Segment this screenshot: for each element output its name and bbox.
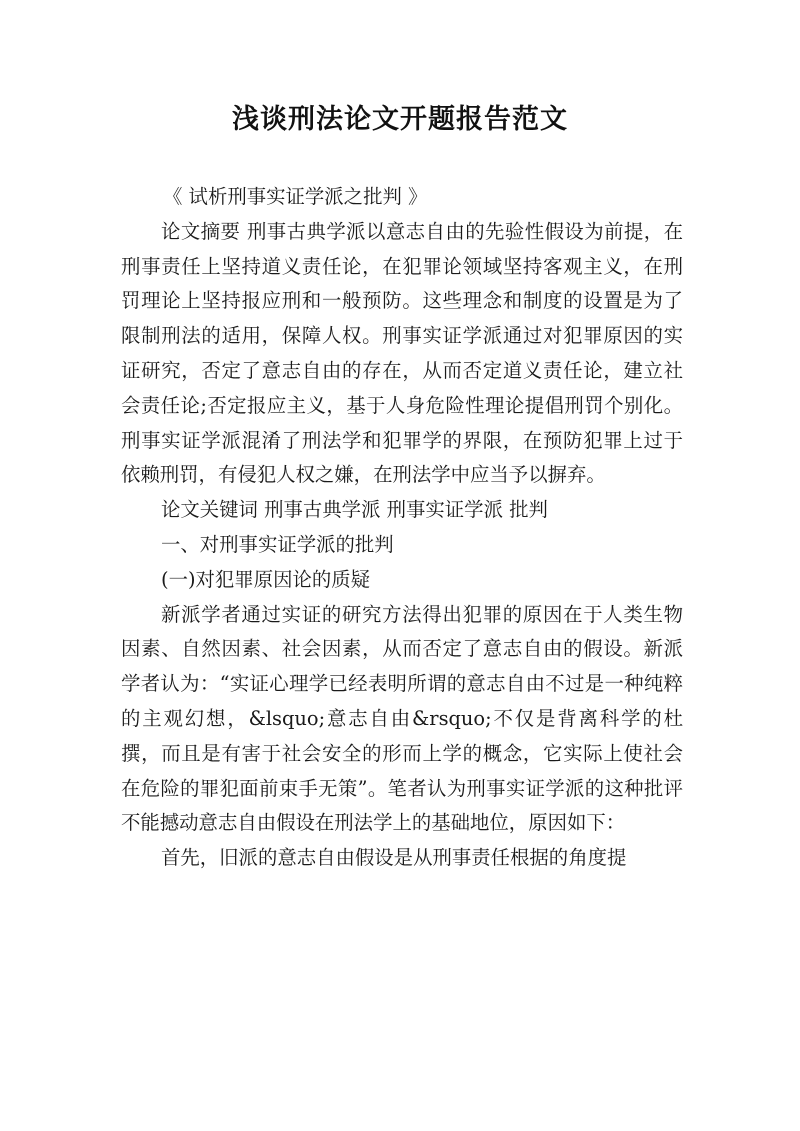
keywords-paragraph: 论文关键词 刑事古典学派 刑事实证学派 批判 [161, 498, 548, 522]
body-paragraph: 新派学者通过实证的研究方法得出犯罪的原因在于人类生物因素、自然因素、社会因素，从而否定了意志自由的假设。新派学者认为：“实证心理学已经表明所谓的意志自由不过是一种纯粹的主观幻想，&lsquo;意志自由&rsquo;不仅是背离科学的杜撰，而且是有害于社会安全的形而上学的概念，它实际上使社会在危险的罪犯面前束手无策”。笔者认为刑事实证学派的这种批评不能撼动意志自由假设在刑法学上的基础地位，原因如下： [121, 602, 683, 835]
section-heading: 一、对刑事实证学派的批判 [161, 532, 394, 556]
document-body [121, 180, 683, 876]
document-title: 浅谈刑法论文开题报告范文 [232, 104, 568, 135]
body-paragraph: 首先，旧派的意志自由假设是从刑事责任根据的角度提 [161, 846, 627, 870]
subsection-heading: (一)对犯罪原因论的质疑 [161, 567, 371, 591]
abstract-paragraph: 论文摘要 刑事古典学派以意志自由的先验性假设为前提，在刑事责任上坚持道义责任论，在犯罪论领域坚持客观主义，在刑罚理论上坚持报应刑和一般预防。这些理念和制度的设置是为了限制刑法的适用，保障人权。刑事实证学派通过对犯罪原因的实证研究，否定了意志自由的存在，从而否定道义责任论，建立社会责任论;否定报应主义，基于人身危险性理论提倡刑罚个别化。刑事实证学派混淆了刑法学和犯罪学的界限，在预防犯罪上过于依赖刑罚，有侵犯人权之嫌，在刑法学中应当予以摒弃。 [121, 219, 683, 487]
paper-subtitle: 《 试析刑事实证学派之批判 》 [163, 185, 428, 208]
